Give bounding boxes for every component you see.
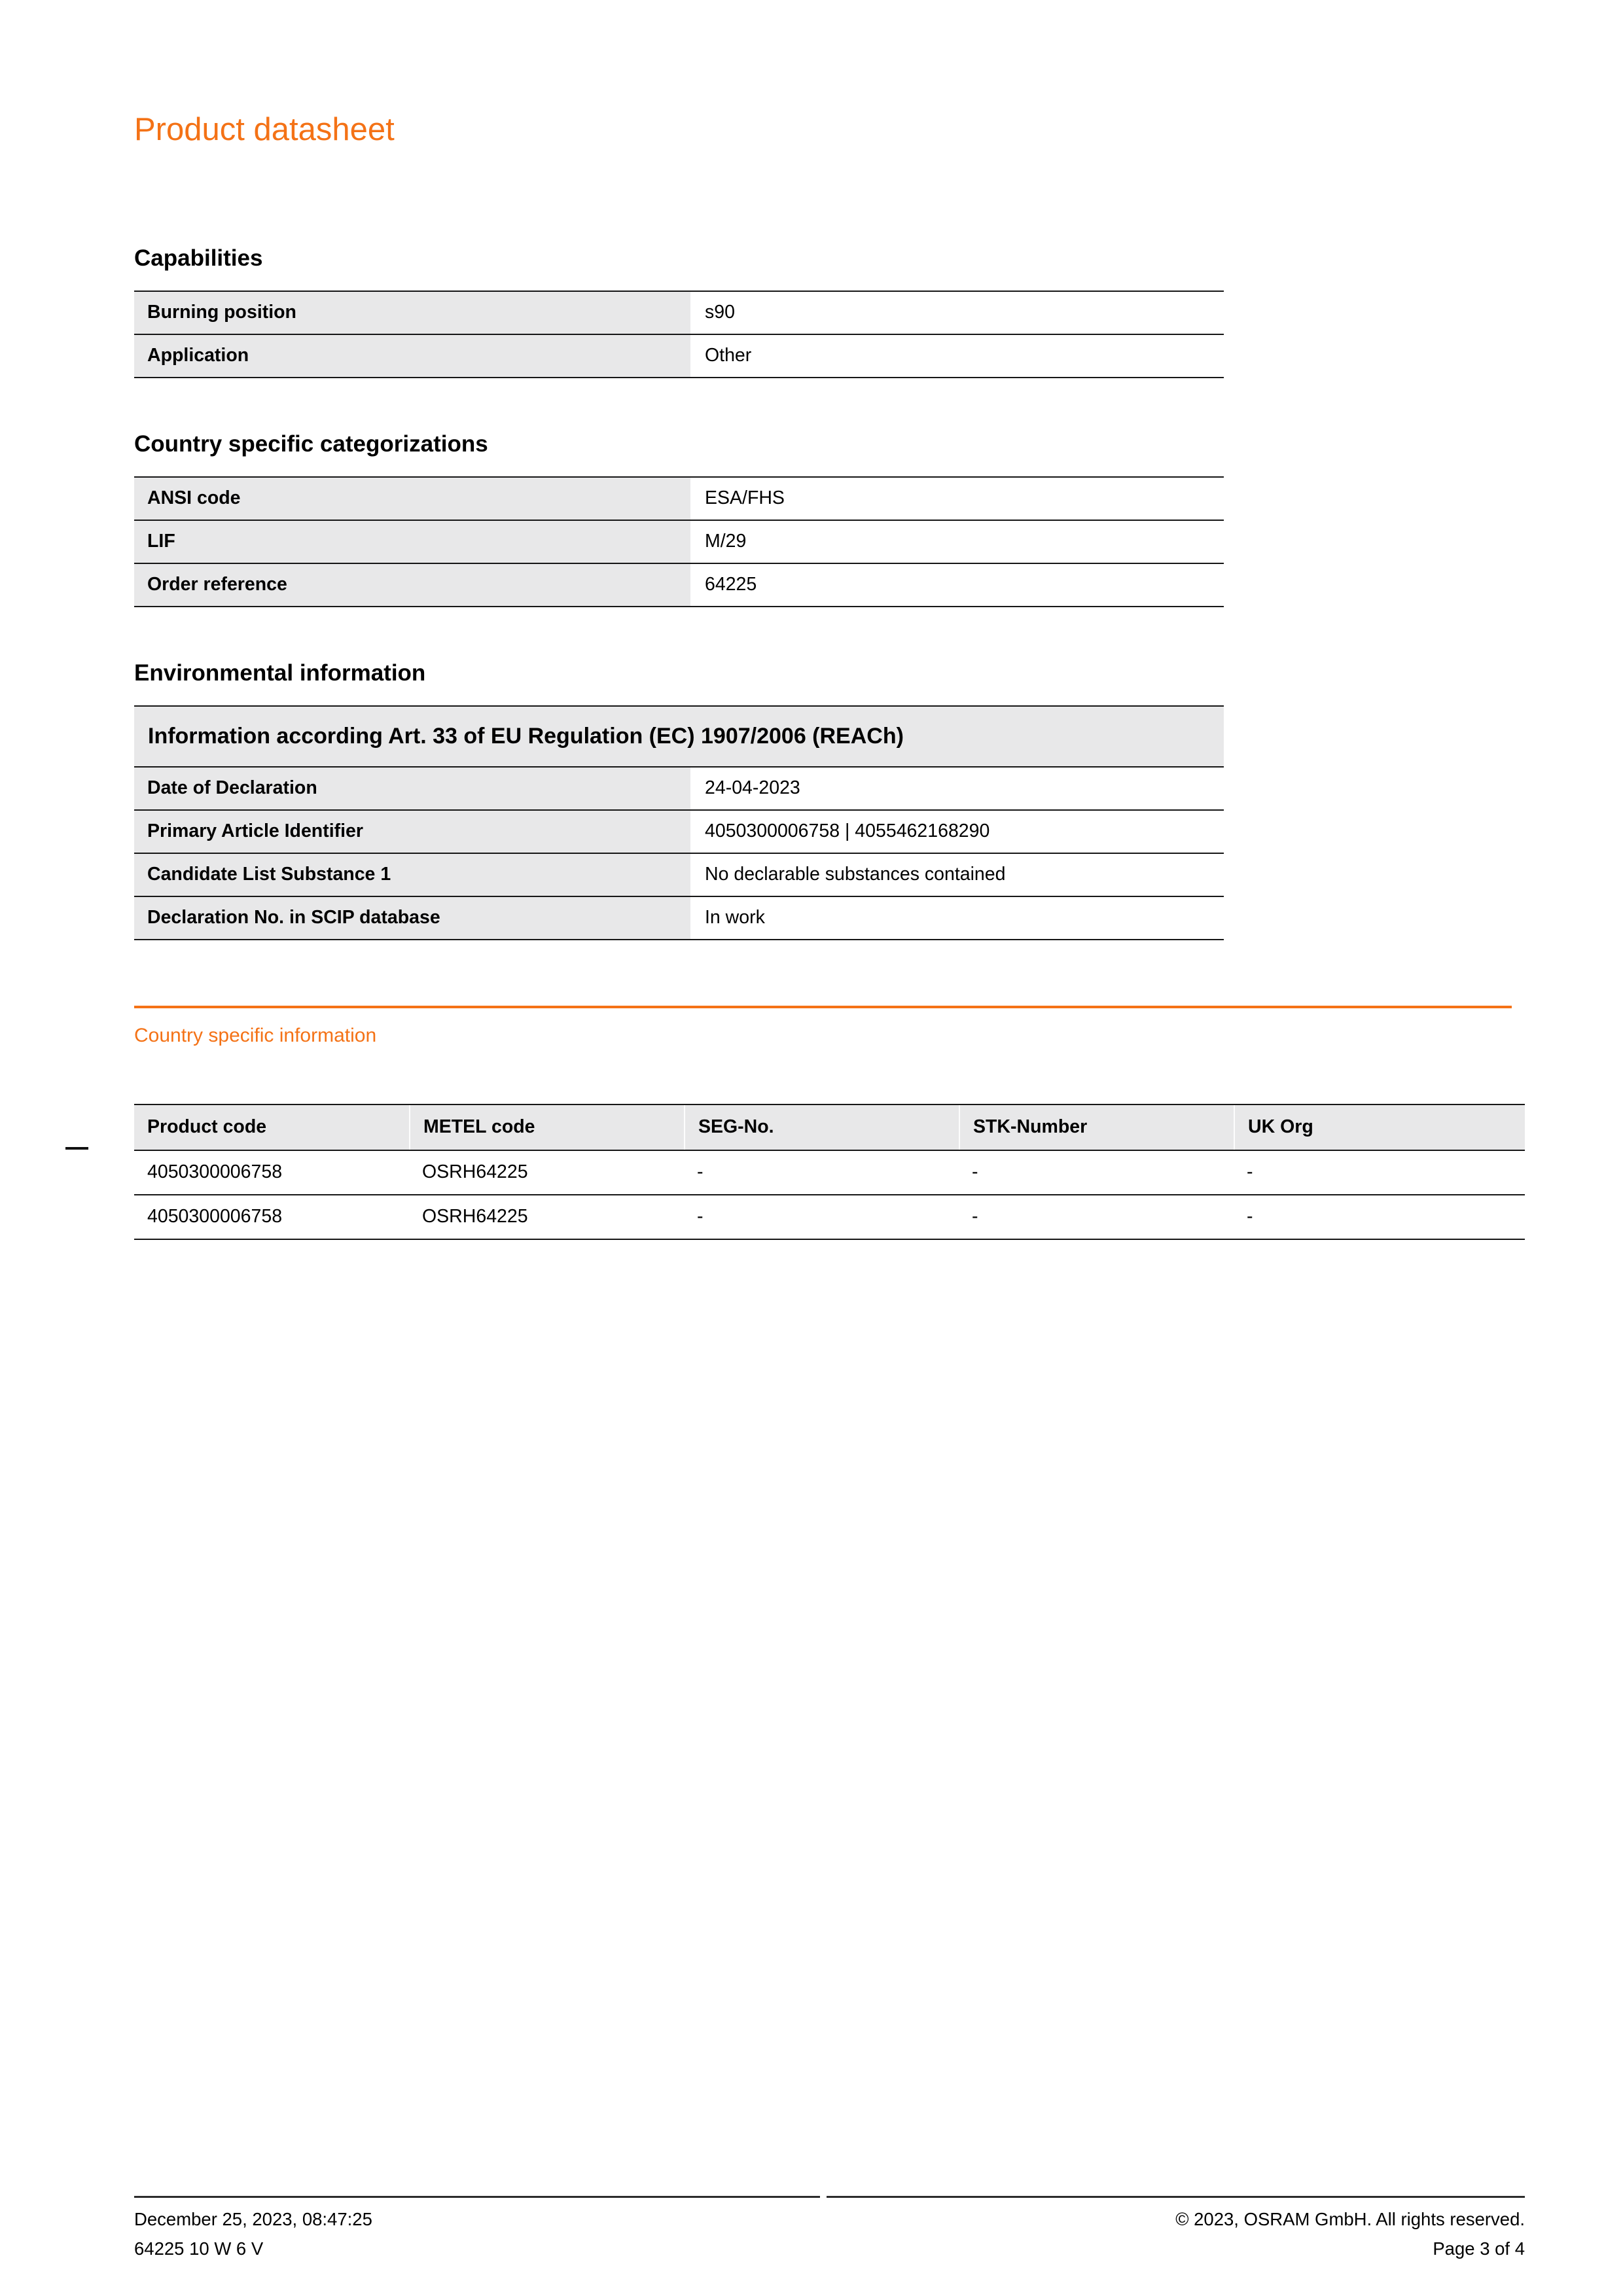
table-row (134, 564, 1224, 607)
table-cell: - (972, 1206, 978, 1227)
row-value: In work (705, 907, 765, 928)
footer (134, 2196, 1525, 2261)
column-header: Product code (147, 1116, 267, 1138)
country-info-table (134, 1104, 1525, 1240)
table-row (134, 854, 1224, 897)
section-heading-country-information: Country specific information (134, 1024, 377, 1046)
row-label: LIF (134, 521, 690, 563)
table-row (134, 811, 1224, 854)
column-header: UK Org (1234, 1105, 1525, 1150)
section-heading-environmental: Environmental information (134, 660, 426, 686)
row-value: 64225 (705, 574, 757, 595)
reach-table-header: Information according Art. 33 of EU Regulation (EC) 1907/2006 (REACh) (134, 707, 1224, 768)
page-title: Product datasheet (134, 112, 395, 147)
table-row (134, 768, 1224, 811)
table-cell: OSRH64225 (422, 1206, 528, 1227)
table-cell: - (1247, 1161, 1253, 1183)
row-label: Application (134, 335, 690, 377)
footer-rule (134, 2196, 1525, 2198)
reach-table (134, 705, 1224, 940)
table-row (134, 335, 1224, 378)
table-cell: - (697, 1161, 704, 1183)
table-cell: 4050300006758 (147, 1206, 283, 1227)
row-label: ANSI code (134, 478, 690, 520)
row-value: ESA/FHS (705, 487, 785, 509)
row-value: M/29 (705, 531, 747, 552)
row-value: Other (705, 345, 752, 366)
footer-product-name: 64225 10 W 6 V (134, 2238, 264, 2259)
row-label: Date of Declaration (134, 768, 690, 809)
capabilities-table (134, 291, 1224, 378)
row-label: Order reference (134, 564, 690, 606)
table-header-row (134, 1105, 1525, 1151)
table-row (134, 1151, 1525, 1195)
table-cell: - (972, 1161, 978, 1183)
row-label: Primary Article Identifier (134, 811, 690, 853)
column-header: SEG-No. (684, 1105, 959, 1150)
country-categorizations-table (134, 476, 1224, 607)
table-cell: OSRH64225 (422, 1161, 528, 1183)
section-heading-country-categorizations: Country specific categorizations (134, 431, 488, 457)
section-heading-capabilities: Capabilities (134, 245, 263, 271)
orange-divider (134, 1006, 1512, 1008)
row-label: Burning position (134, 292, 690, 334)
table-cell: 4050300006758 (147, 1161, 283, 1183)
row-value: No declarable substances contained (705, 864, 1006, 885)
table-row (134, 292, 1224, 335)
table-cell: - (1247, 1206, 1253, 1227)
table-row (134, 1195, 1525, 1240)
table-cell: - (697, 1206, 704, 1227)
row-value: 4050300006758 | 4055462168290 (705, 821, 990, 842)
row-label: Candidate List Substance 1 (134, 854, 690, 896)
table-row (134, 478, 1224, 521)
footer-page-number: Page 3 of 4 (1433, 2238, 1525, 2259)
footer-copyright: © 2023, OSRAM GmbH. All rights reserved. (1175, 2209, 1525, 2229)
column-header: METEL code (409, 1105, 684, 1150)
row-value: s90 (705, 302, 735, 323)
footer-datetime: December 25, 2023, 08:47:25 (134, 2209, 372, 2229)
row-label: Declaration No. in SCIP database (134, 897, 690, 939)
row-value: 24-04-2023 (705, 777, 800, 799)
table-row (134, 897, 1224, 940)
page-fold-mark (65, 1147, 88, 1150)
column-header: STK-Number (959, 1105, 1234, 1150)
table-row (134, 521, 1224, 564)
